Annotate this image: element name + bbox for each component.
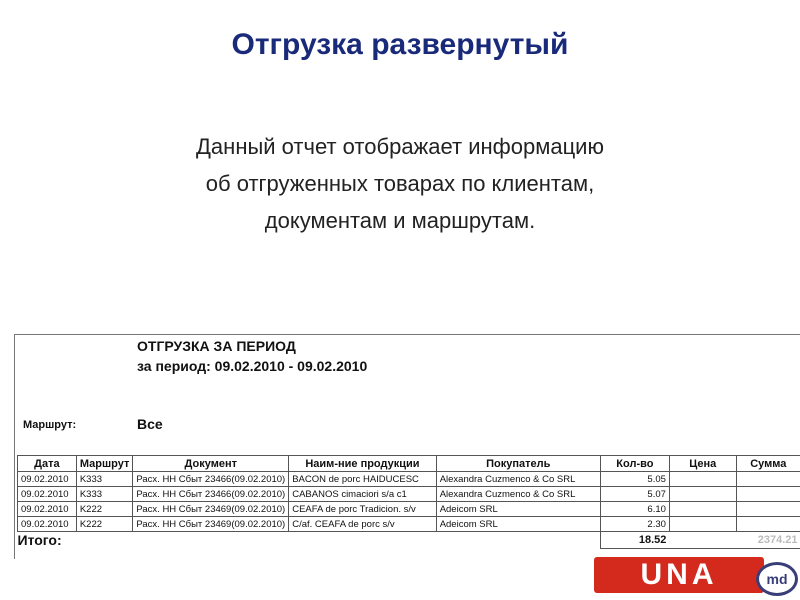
cell-sum: [736, 472, 800, 487]
slide-title: Отгрузка развернутый: [231, 28, 569, 61]
cell-date: 09.02.2010: [18, 487, 77, 502]
cell-buyer: Adeicom SRL: [436, 517, 600, 532]
cell-date: 09.02.2010: [18, 517, 77, 532]
total-quantity: 18.52: [600, 532, 669, 549]
cell-price: [669, 472, 736, 487]
cell-document: Расх. НН Сбыт 23466(09.02.2010): [133, 472, 289, 487]
table-header-row: [18, 456, 800, 472]
total-sum: 2374.21: [736, 532, 800, 549]
cell-document: Расх. НН Сбыт 23469(09.02.2010): [133, 502, 289, 517]
table-row: [18, 502, 800, 517]
route-value: Все: [137, 416, 163, 432]
cell-quantity: 5.07: [600, 487, 669, 502]
md-badge-logo: md: [756, 562, 798, 596]
cell-quantity: 5.05: [600, 472, 669, 487]
column-header-sum: Сумма: [736, 456, 800, 472]
cell-sum: [736, 487, 800, 502]
cell-quantity: 6.10: [600, 502, 669, 517]
column-header-document: Документ: [133, 456, 289, 472]
column-header-quantity: Кол-во: [600, 456, 669, 472]
table-row: [18, 517, 800, 532]
cell-date: 09.02.2010: [18, 502, 77, 517]
cell-price: [669, 517, 736, 532]
cell-quantity: 2.30: [600, 517, 669, 532]
cell-route: K333: [76, 487, 133, 502]
total-row: [18, 532, 800, 549]
cell-price: [669, 502, 736, 517]
total-label: Итого:: [17, 532, 62, 548]
column-header-product: Наим-ние продукции: [289, 456, 436, 472]
cell-product: BACON de porc HAIDUCESC: [289, 472, 436, 487]
cell-route: K222: [76, 502, 133, 517]
column-header-buyer: Покупатель: [436, 456, 600, 472]
column-header-date: Дата: [18, 456, 77, 472]
report-period: за период: 09.02.2010 - 09.02.2010: [137, 358, 368, 374]
cell-sum: [736, 517, 800, 532]
cell-document: Расх. НН Сбыт 23469(09.02.2010): [133, 517, 289, 532]
cell-price: [669, 487, 736, 502]
cell-product: CABANOS cimaciori s/a c1: [289, 487, 436, 502]
route-label: Маршрут:: [23, 419, 77, 431]
cell-product: CEAFA de porc Tradicion. s/v: [289, 502, 436, 517]
cell-buyer: Alexandra Cuzmenco & Co SRL: [436, 472, 600, 487]
column-header-price: Цена: [669, 456, 736, 472]
shipment-table: [17, 455, 800, 549]
una-logo: UNA: [594, 557, 764, 593]
cell-route: K333: [76, 472, 133, 487]
total-price-blank: [669, 532, 736, 549]
cell-buyer: Alexandra Cuzmenco & Co SRL: [436, 487, 600, 502]
cell-buyer: Adeicom SRL: [436, 502, 600, 517]
table-row: [18, 472, 800, 487]
column-header-route: Маршрут: [76, 456, 133, 472]
description-line-2: об отгруженных товарах по клиентам,: [205, 171, 595, 196]
slide-description: [0, 128, 800, 239]
cell-route: K222: [76, 517, 133, 532]
cell-date: 09.02.2010: [18, 472, 77, 487]
cell-product: C/af. CEAFA de porc s/v: [289, 517, 436, 532]
table-row: [18, 487, 800, 502]
cell-sum: [736, 502, 800, 517]
description-line-1: Данный отчет отображает информацию: [196, 134, 604, 159]
description-line-3: документам и маршрутам.: [264, 208, 536, 233]
report-screenshot: [14, 334, 800, 559]
report-title: ОТГРУЗКА ЗА ПЕРИОД: [137, 338, 296, 354]
cell-document: Расх. НН Сбыт 23466(09.02.2010): [133, 487, 289, 502]
